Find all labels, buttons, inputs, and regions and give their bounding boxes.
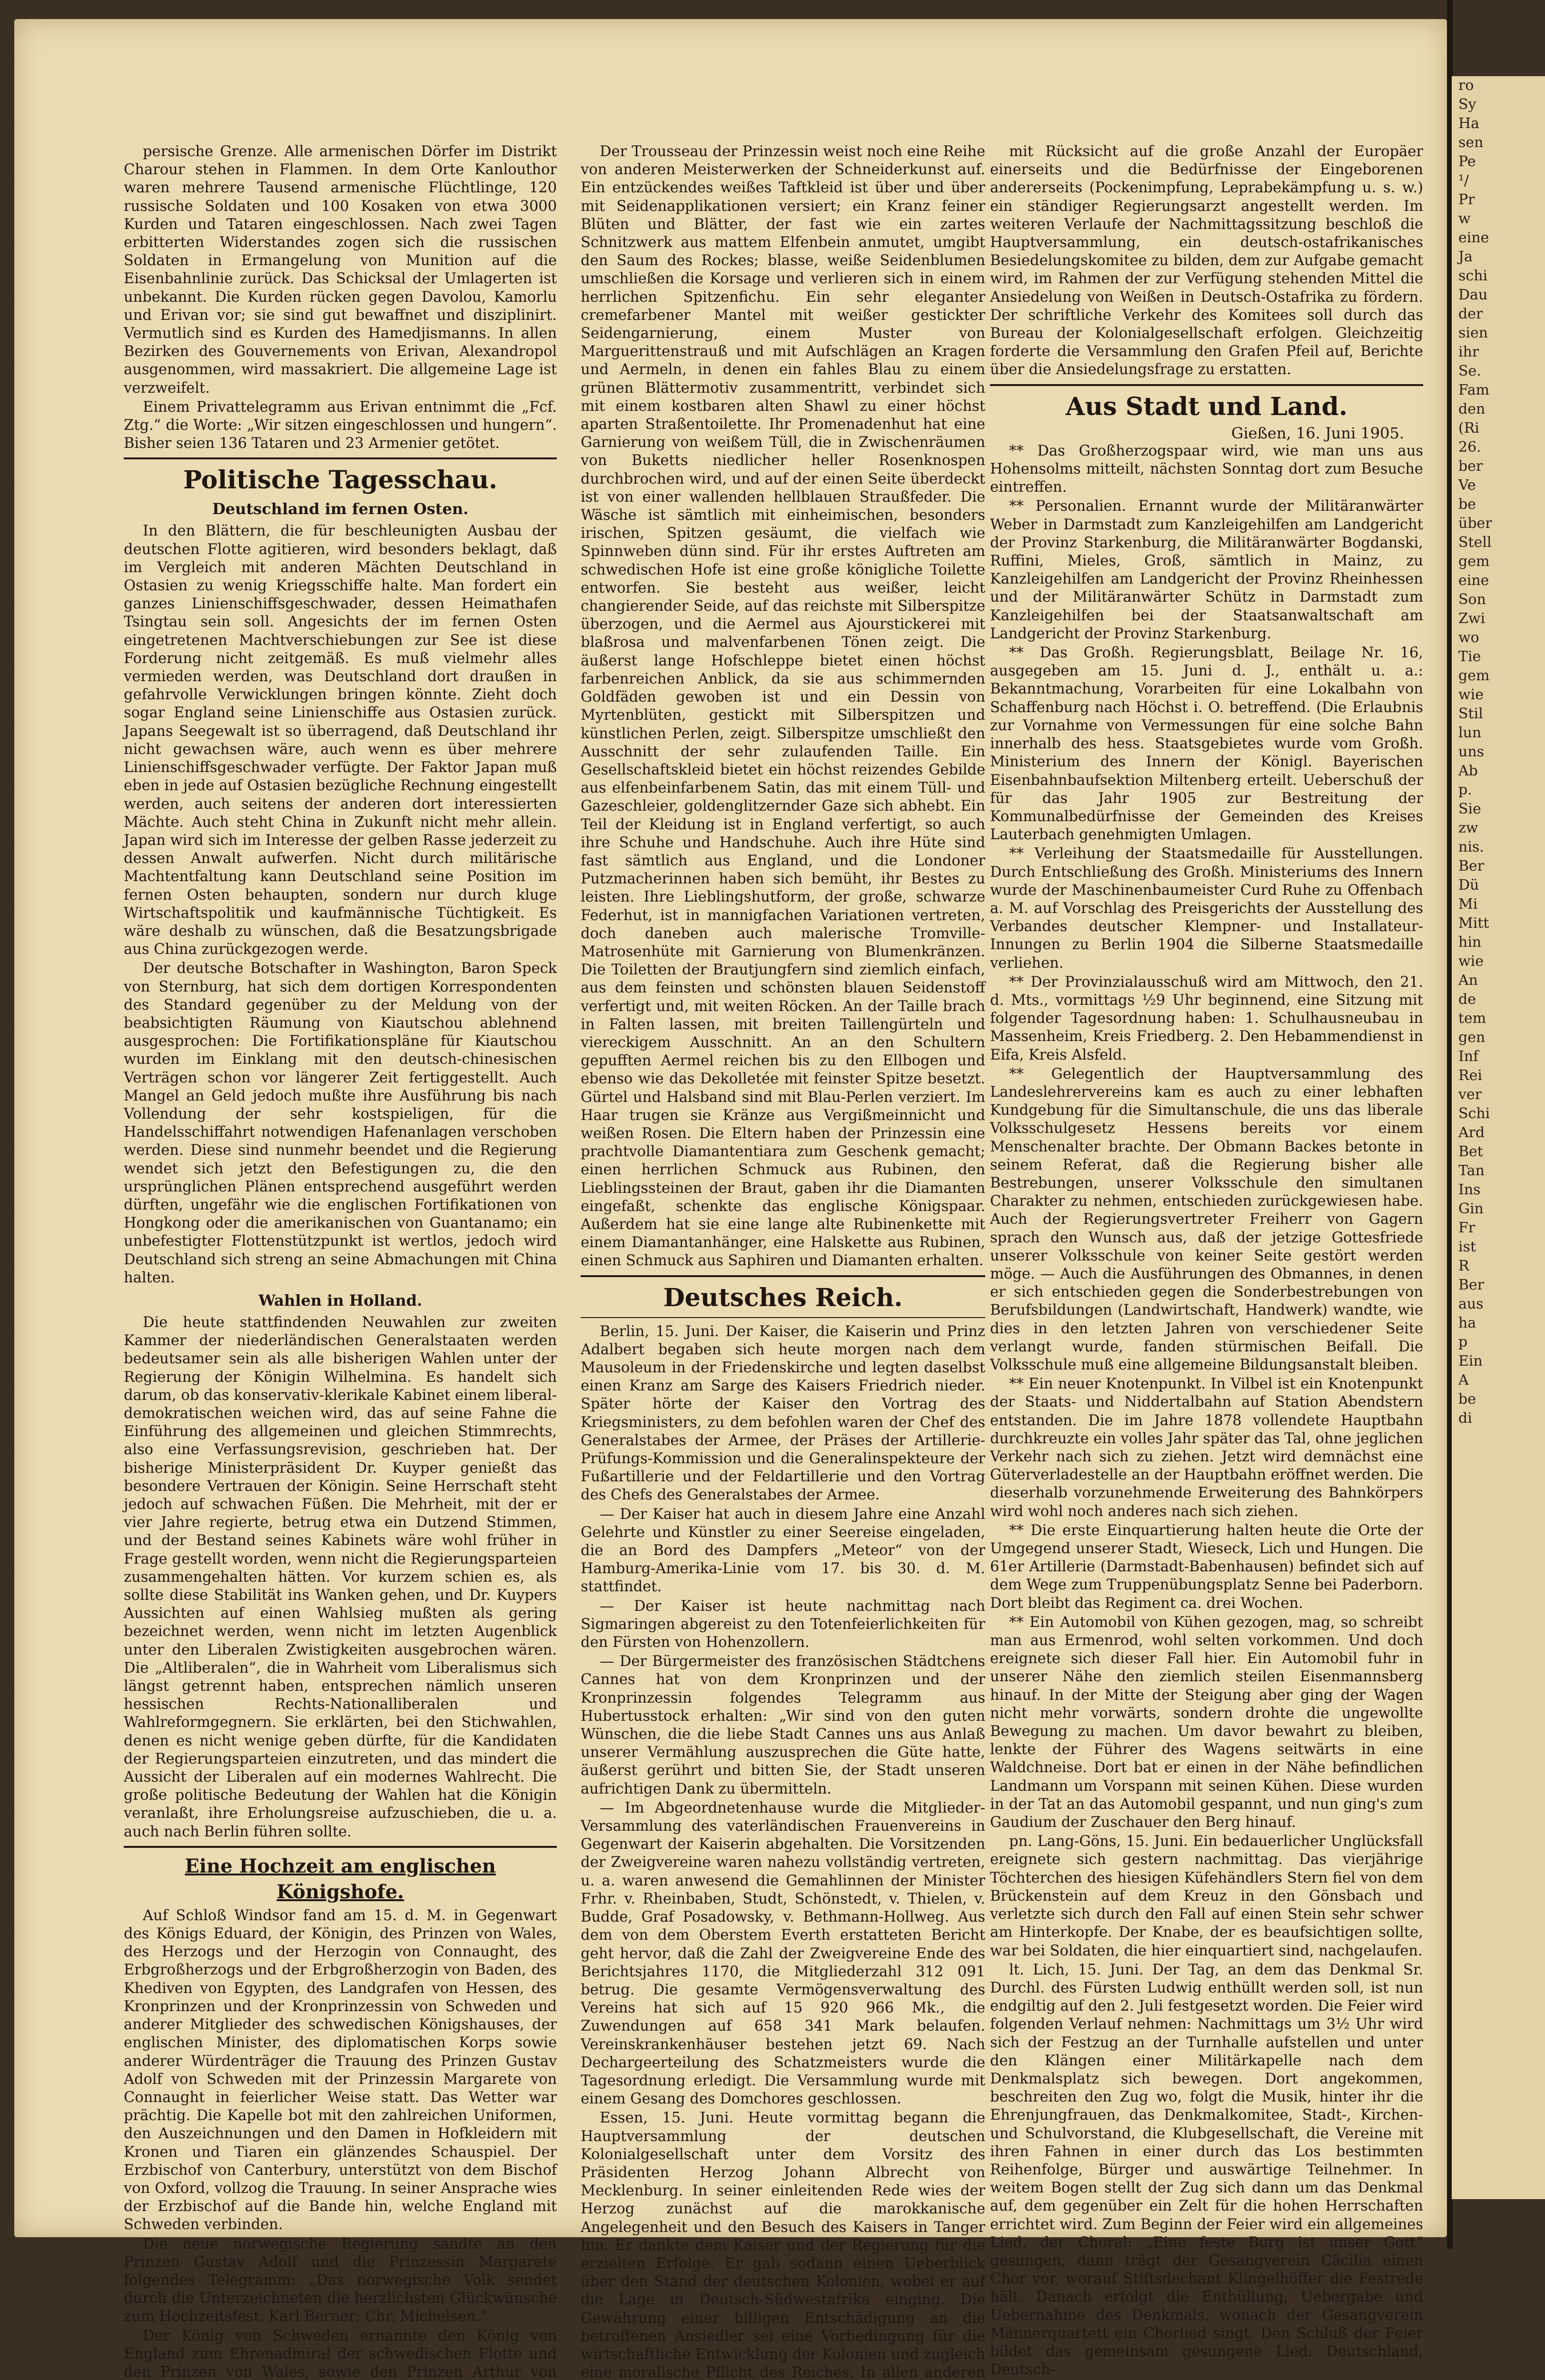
edge-text-fragment: nis. — [1458, 839, 1484, 855]
edge-text-fragment: Ab — [1458, 763, 1478, 779]
paragraph: Die neue norwegische Regierung sandte an den Prinzen Gustav Adolf und die Prinzessin Margarete folgendes Telegramm: „Das norwegische Volk sendet durch die Unterzeichneten die herzlichsten Glückwünsche zum Hochzeitsfest. Karl Berner; Chr. Michelsen.“ — [124, 2235, 557, 2325]
edge-text-fragment: p — [1458, 1334, 1468, 1350]
edge-text-fragment: di — [1458, 1410, 1472, 1427]
edge-text-fragment: ver — [1458, 1086, 1482, 1103]
edge-text-fragment: Pe — [1458, 153, 1476, 170]
edge-text-fragment: eine — [1458, 572, 1489, 589]
edge-text-fragment: zw — [1458, 820, 1478, 836]
edge-text-fragment: aus — [1458, 1296, 1484, 1312]
edge-text-fragment: Inf — [1458, 1048, 1479, 1065]
paragraph: pn. Lang-Göns, 15. Juni. Ein bedauerlicher Unglücksfall ereignete sich gestern nachmittag. Das vierjährige Töchterchen des hiesigen Küfehändlers Stern fiel von dem Brückenstein auf dem Kreuz in den Gönsbach und verletzte sich durch den Fall auf einen Stein sehr schwer am Hinterkopfe. Der Knabe, der es beaufsichtigen sollte, war bei Soldaten, die hier einquartiert sind, nachgelaufen. — [990, 1833, 1423, 1959]
section-title-deutsches-reich: Deutsches Reich. — [663, 1283, 903, 1312]
edge-text-fragment: der — [1458, 306, 1483, 322]
column-1 — [124, 143, 557, 2380]
section-title-aus-stadt-und-land: Aus Stadt und Land. — [1066, 392, 1347, 421]
column-3 — [990, 143, 1423, 2379]
edge-text-fragment: Son — [1458, 591, 1486, 608]
paragraph: — Der Kaiser hat auch in diesem Jahre eine Anzahl Gelehrte und Künstler zu einer Seereise eingeladen, die an Bord des Dampfers „Meteor“ von der Hamburg-Amerika-Linie vom 17. bis 30. d. M. stattfindet. — [581, 1506, 985, 1596]
edge-text-fragment: Ein — [1458, 1353, 1483, 1369]
paragraph: ** Verleihung der Staatsmedaille für Ausstellungen. Durch Entschließung des Großh. Ministeriums des Innern wurde der Maschinenbaumeister Curd Ruhe zu Offenbach a. M. auf Vorschlag des Preisgerichts der Ausstellung des Verbandes deutscher Klempner- und Installateur-Innungen zu Berlin 1904 die Silberne Staatsmedaille verliehen. — [990, 845, 1423, 972]
edge-text-fragment: wo — [1458, 629, 1479, 646]
paragraph: — Im Abgeordnetenhause wurde die Mitglieder-Versammlung des vaterländischen Frauenvereins in Gegenwart der Kaiserin abgehalten. Die Vorsitzenden der Zweigvereine waren nahezu vollständig vertreten, u. a. waren anwesend die Gemahlinnen der Minister Frhr. v. Rheinbaben, Studt, Schönstedt, v. Thielen, v. Budde, Graf Posadowsky, v. Bethmann-Hollweg. Aus dem von dem Oberstem Everth erstatteten Bericht geht hervor, daß die Zahl der Zweigvereine Ende des Berichtsjahres 1170, die Mitgliederzahl 312 091 betrug. Die gesamte Vermögensverwaltung des Vereins hat sich auf 15 920 966 Mk., die Zuwendungen auf 658 341 Mark belaufen. Vereinskrankenhäuser bestehen jetzt 69. Nach Dechargeerteilung des Schatzmeisters wurde die Tagesordnung erledigt. Die Versammlung wurde mit einem Gesang des Domchores geschlossen. — [581, 1799, 985, 2108]
divider — [581, 1317, 985, 1318]
edge-text-fragment: Ber — [1458, 1277, 1485, 1293]
section-rule — [581, 1275, 985, 1277]
edge-text-fragment: Fr — [1458, 1220, 1476, 1236]
edge-text-fragment: wie — [1458, 953, 1484, 970]
edge-text-fragment: Ve — [1458, 477, 1476, 494]
edge-text-fragment: p. — [1458, 782, 1472, 798]
edge-text-fragment: de — [1458, 991, 1476, 1008]
edge-text-fragment: Ha — [1458, 115, 1480, 132]
paragraph: Berlin, 15. Juni. Der Kaiser, die Kaiserin und Prinz Adalbert begaben sich heute morgen nach dem Mausoleum in der Friedenskirche und legten daselbst einen Kranz am Sarge des Kaisers Friedrich nieder. Später hörte der Kaiser den Vortrag des Kriegsministers, zu dem befohlen waren der Chef des Generalstabes der Armee, der Präses der Artillerie-Prüfungs-Kommission und die Generalinspekteure der Fußartillerie und der Feldartillerie und den Vortrag des Chefs des Generalstabes der Armee. — [581, 1323, 985, 1504]
edge-text-fragment: schi — [1458, 268, 1488, 284]
edge-text-fragment: be — [1458, 1391, 1476, 1408]
paragraph: ** Ein Automobil von Kühen gezogen, mag, so schreibt man aus Ermenrod, wohl selten vorkommen. Und doch ereignete sich dieser Fall hier. Ein Automobil fuhr in unserer Nähe den ziemlich steilen Eisenmannsberg hinauf. In der Mitte der Steigung aber ging der Wagen nicht mehr vorwärts, sondern drohte die ungewollte Bewegung zu machen. Um davor bewahrt zu bleiben, lenkte der Führer des Wagens seitwärts in eine Waldchneise. Dort bat er einen in der Nähe befindlichen Landmann um Vorspann mit seinen Kühen. Diese wurden in der Tat an das Automobil gespannt, und nun ging's zum Gaudium der Zuschauer den Berg hinauf. — [990, 1614, 1423, 1831]
paragraph: Essen, 15. Juni. Heute vormittag begann die Hauptversammlung der deutschen Kolonialgesellschaft unter dem Vorsitz des Präsidenten Herzog Johann Albrecht von Mecklenburg. In seiner einleitenden Rede wies der Herzog zunächst auf die marokkanische Angelegenheit und den Besuch des Kaisers in Tanger hin. Er dankte dem Kaiser und der Regierung für die erzielten Erfolge. Er gab sodann einen Ueberblick über den Stand der deutschen Kolonien, wobei er auf die Lage in Deutsch-Südwestafrika einging. Die Gewährung einer billigen Entschädigung an die betroffenen Ansiedler sei eine Vorbedingung für die wirtschaftliche Entwicklung der Kolonien und zugleich eine moralische Pflicht des Reiches. In allen anderen — [581, 2110, 985, 2380]
edge-text-fragment: gem — [1458, 553, 1490, 570]
paragraph: mit Rücksicht auf die große Anzahl der Europäer einerseits und die Bedürfnisse der Eingeborenen andererseits (Pockenimpfung, Leprabekämpfung u. s. w.) ein ständiger Regierungsarzt angestellt werden. Im weiteren Verlaufe der Nachmittagssitzung beschloß die Hauptversammlung, ein deutsch-ostafrikanisches Besiedelungskomitee zu bilden, dem zur Aufgabe gemacht wird, im Rahmen der zur Verfügung stehenden Mittel die Ansiedelung von Weißen in Deutsch-Ostafrika zu fördern. Der schriftliche Verkehr des Komitees soll durch das Bureau der Kolonialgesellschaft erfolgen. Gleichzeitig forderte die Versammlung den Grafen Pfeil auf, Berichte über die Ansiedelungsfrage zu erstatten. — [990, 143, 1423, 378]
edge-text-fragment: Rei — [1458, 1067, 1482, 1084]
edge-text-fragment: ber — [1458, 458, 1483, 475]
section-rule — [990, 384, 1423, 386]
column-2 — [581, 143, 985, 2380]
edge-text-fragment: Sy — [1458, 96, 1476, 113]
edge-text-fragment: Bet — [1458, 1143, 1483, 1160]
edge-text-fragment: ro — [1458, 77, 1474, 94]
edge-text-fragment: Ard — [1458, 1124, 1485, 1141]
section-title-politische-tagesschau: Politische Tagesschau. — [183, 466, 498, 495]
edge-text-fragment: Ins — [1458, 1181, 1481, 1198]
edge-text-fragment: ihr — [1458, 344, 1479, 360]
edge-text-fragment: wie — [1458, 686, 1484, 703]
subheading-deutschland-osten: Deutschland im fernen Osten. — [212, 500, 469, 518]
paragraph: ** Gelegentlich der Hauptversammlung des Landeslehrervereins kam es auch zu einer lebhaften Kundgebung für die Simultanschule, die uns das liberale Volksschulgesetz Hessens bereits vor einem Menschenalter brachte. Der Obmann Backes betonte in seinem Referat, daß die Regierung bisher alle Bestrebungen, unserer Volksschule den simultanen Charakter zu nehmen, entschieden zurückgewiesen habe. Auch der Regierungsvertreter Freiherr von Gagern sprach den Wunsch aus, daß der jetzige Gottesfriede unserer Volksschule von keiner Seite gestört werden möge. — Auch die Ausführungen des Obmannes, in denen er sich entschieden gegen die Sonderbestrebungen von Berufsbildungen (Landwirtschaft, Handwerk) wandte, wie dies in den letzten Jahren von verschiedener Seite verlangt wurde, fanden stürmischen Beifall. Die Volksschule muß eine allgemeine Bildungsanstalt bleiben. — [990, 1065, 1423, 1373]
edge-text-fragment: uns — [1458, 744, 1485, 760]
paragraph: In den Blättern, die für beschleunigten Ausbau der deutschen Flotte agitieren, wird besonders beklagt, daß im Vergleich mit anderen Mächten Deutschland in Ostasien zu wenig Kriegsschiffe halte. Man fordert ein ganzes Linienschiffsgeschwader, dessen Heimathafen Tsingtau sein soll. Angesichts der im fernen Osten eingetretenen Machtverschiebungen zur See ist diese Forderung nicht zeitgemäß. Es muß vielmehr alles vermieden werden, was Deutschland dort draußen in gefahrvolle Verwicklungen bringen könnte. Zieht doch sogar England seine Linienschiffe aus Ostasien zurück. Japans Seegewalt ist so überragend, daß Deutschland ihr nicht gewachsen wäre, auch wenn es über mehrere Linienschiffsgeschwader verfügte. Der Faktor Japan muß eben in jede auf Ostasien bezügliche Rechnung eingestellt werden, auch seitens der anderen dort interessierten Mächte. Auch steht China in Zukunft nicht mehr allein. Japan wird sich im Interesse der gelben Rasse jederzeit zu dessen Anwalt aufwerfen. Nicht durch militärische Machtentfaltung kann Deutschland seine Position im fernen Osten behaupten, sondern nur durch kluge Wirtschaftspolitik und kaufmännische Tüchtigkeit. Es wäre deshalb zu wünschen, daß die Besatzungsbrigade aus China zurückgezogen werde. — [124, 523, 557, 958]
edge-text-fragment: sien — [1458, 325, 1488, 341]
paragraph: — Der Kaiser ist heute nachmittag nach Sigmaringen abgereist zu den Totenfeierlichkeiten für den Fürsten von Hohenzollern. — [581, 1597, 985, 1651]
edge-text-fragment: Mi — [1458, 896, 1478, 912]
edge-text-fragment: Stell — [1458, 534, 1492, 551]
edge-text-fragment: gen — [1458, 1029, 1486, 1046]
paragraph: ** Der Provinzialausschuß wird am Mittwoch, den 21. d. Mts., vormittags ½9 Uhr beginnend, eine Sitzung mit folgender Tagesordnung haben: 1. Schulhausneubau in Massenheim, Kreis Friedberg. 2. Den Hebammendienst in Eifa, Kreis Alsfeld. — [990, 973, 1423, 1063]
edge-text-fragment: R — [1458, 1258, 1469, 1274]
adjacent-page-edge — [1452, 76, 1545, 2199]
edge-text-fragment: Pr — [1458, 191, 1475, 208]
edge-text-fragment: den — [1458, 401, 1486, 417]
edge-text-fragment: Dü — [1458, 877, 1479, 893]
col1-top-article — [124, 143, 557, 453]
paragraph: Einem Privattelegramm aus Erivan entnimmt die „Fcf. Ztg.“ die Worte: „Wir sitzen eingeschlossen und hungern“. Bisher seien 136 Tataren und 23 Armenier getötet. — [124, 398, 557, 452]
paragraph: ** Das Großh. Regierungsblatt, Beilage Nr. 16, ausgegeben am 15. Juni d. J., enthält u. a.: Bekanntmachung, Vorarbeiten für eine Lokalbahn von Schaffenburg nach Höchst i. O. betreffend. (Die Erlaubnis zur Vornahme von Vermessungen für eine solche Bahn innerhalb des hess. Staatsgebietes wurde vom Großh. Ministerium des Innern der Königl. Bayerischen Eisenbahnbaufsektion Miltenberg erteilt. Ueberschuß der für das Jahr 1905 zur Bestreitung der Kommunalbedürfnisse der Gemeinden des Kreises Lauterbach genehmigten Umlagen. — [990, 645, 1423, 843]
subheading-wahlen-holland: Wahlen in Holland. — [258, 1291, 423, 1309]
edge-text-fragment: Sie — [1458, 801, 1481, 817]
paragraph: Der Trousseau der Prinzessin weist noch eine Reihe von anderen Meisterwerken der Schneiderkunst auf. Ein entzückendes weißes Taftkleid ist über und über mit Seidenapplikationen versiert; ein Kranz feiner Blüten und Blätter, der fast wie ein zartes Schnitzwerk aus mattem Elfenbein anmutet, umgibt den Saum des Rockes; blasse, weiße Seidenblumen umschließen die Korsage und verlieren sich in einem herrlichen Spitzenfichu. Ein sehr eleganter cremefarbener Mantel mit weißer gestickter Seidengarnierung, einem Muster von Marguerittenstrauß und mit Aufschlägen an Kragen und Aermeln, in denen ein fahles Blau zu einem grünen Blättermotiv zusammentritt, verbindet sich mit einem kostbaren alten Shawl zu einer höchst aparten Straßentoilette. Ihr Promenadenhut hat eine Garnierung von weißem Tüll, die in Zwischenräumen von Buketts niedlicher heller Rosenknospen durchbrochen wird, und auf der einen Seite überdeckt ist von einer wallenden hellblauen Straußfeder. Die Wäsche ist sämtlich mit einheimischen, besonders irischen, Spitzen gesäumt, die vielfach wie Spinnweben dünn sind. Für ihr erstes Auftreten am schwedischen Hofe ist eine große königliche Toilette entworfen. Sie besteht aus weißer, leicht changierender Seide, auf das reichste mit Silberspitze überzogen, und die Aermel aus Ajourstickerei mit blaßrosa und malvenfarbenen Tönen zeigt. Die äußerst lange Hofschleppe bietet einen höchst farbenreichen Anblick, da sie aus schimmernden Goldfäden gewoben ist und ein Dessin von Myrtenblüten, gestickt mit Silberspitzen und künstlichen Perlen, zeigt. Silberspitze umschließt den Ausschnitt der sehr zulaufenden Taille. Ein Gesellschaftskleid bietet ein höchst reizendes Gebilde aus elfenbeinfarbenem Satin, das mit einem Tüll- und Gazeschleier, goldenglitzernder Gaze sich abhebt. Ein Teil der Kleidung ist in England verfertigt, so auch ihre Schuhe und Handschuhe. Auch ihre Hüte sind fast sämtlich aus England, und die Londoner Putzmacherinnen haben sich bemüht, ihr Bestes zu leisten. Ihre Lieblingshutform, der große, schwarze Federhut, ist in mannigfachen Variationen vertreten, doch daneben auch malerische Tromville-Matrosenhüte mit Garnierung von Blumenkränzen. Die Toiletten der Brautjungfern sind ziemlich einfach, aus dem feinsten und schönsten blauen Seidenstoff verfertigt und, mit weiten Röcken. An der Taille brach in Falten lassen, mit breiten Taillengürteln und viereckigem Ausschnitt. An an den Schultern gepufften Aermel reichen bis zu den Ellbogen und ebenso wie das Dekolletée mit feinster Spitze besetzt. Gürtel und Halsband sind mit Blau-Perlen verziert. Im Haar trugen sie Kränze aus Vergißmeinnicht und weißen Rosen. Die Eltern haben der Prinzessin eine prachtvolle Diamantentiara zum Geschenk gemacht; einen herrlichen Schmuck aus Rubinen, den Lieblingssteinen der Braut, gaben ihr die Diamanten eingefaßt, schenkte das englische Königspaar. Außerdem hat sie eine lange alte Rubinenkette mit einem Diamantanhänger, eine Halskette aus Rubinen, einen Schmuck aus Saphiren und Diamanten erhalten. — [581, 143, 985, 1269]
edge-text-fragment: ha — [1458, 1315, 1476, 1331]
section-rule — [124, 457, 557, 459]
edge-text-fragment: hin — [1458, 934, 1482, 951]
paragraph: — Der Bürgermeister des französischen Städtchens Cannes hat von dem Kronprinzen und der Kronprinzessin folgendes Telegramm aus Hubertusstock erhalten: „Wir sind von den guten Wünschen, die die liebe Stadt Cannes uns aus Anlaß unserer Vermählung auszusprechen die Güte hatte, äußerst gerührt und bitten Sie, der Stadt unseren aufrichtigen Dank zu übermitteln. — [581, 1653, 985, 1797]
edge-text-fragment: Dau — [1458, 287, 1488, 303]
edge-text-fragment: An — [1458, 972, 1478, 989]
edge-text-fragment: be — [1458, 496, 1476, 513]
paragraph: Die heute stattfindenden Neuwahlen zur zweiten Kammer der niederländischen Generalstaaten werden bedeutsamer sein als alle bisherigen Wahlen unter der Regierung der Königin Wilhelmina. Es handelt sich darum, ob das konservativ-klerikale Kabinet einem liberal-demokratischen weichen wird, das auf seine Fahne die Einführung des allgemeinen und gleichen Stimmrechts, also eine Verfassungsrevision, geschrieben hat. Der bisherige Ministerpräsident Dr. Kuyper genießt das besondere Vertrauen der Königin. Seine Herrschaft steht jedoch auf schwachen Füßen. Die Mehrheit, mit der er vier Jahre regierte, betrug etwa ein Dutzend Stimmen, und der Bestand seines Kabinets wäre wohl früher in Frage gestellt worden, wenn nicht die Regierungsparteien zusammengehalten hätten. Vor kurzem schien es, als sollte diese Stabilität ins Wanken gehen, und Dr. Kuypers Aussichten auf einen Wahlsieg mußten als gering bezeichnet werden, wenn nicht im letzten Augenblick unter den Liberalen Zwistigkeiten ausgebrochen wären. Die „Altliberalen“, die in Wahrheit vom Liberalismus sich längst getrennt haben, entsprechen nämlich unseren hessischen Rechts-Nationalliberalen und Wahlreformgegnern. Sie erklärten, bei den Stichwahlen, denen es nicht wenige geben dürfte, für die Kandidaten der Regierungsparteien einzutreten, und das mindert die Aussicht der Liberalen auf ein modernes Wahlrecht. Die große politische Bedeutung der Wahlen hat die Königin veranlaßt, ihre Erholungsreise aufzuschieben, die u. a. auch nach Berlin führen sollte. — [124, 1314, 557, 1840]
edge-text-fragment: (Ri — [1458, 420, 1479, 436]
edge-text-fragment: gem — [1458, 667, 1490, 684]
edge-text-fragment: Ja — [1458, 248, 1473, 265]
edge-text-fragment: A — [1458, 1372, 1469, 1388]
edge-text-fragment: Fam — [1458, 382, 1490, 398]
edge-text-fragment: ist — [1458, 1239, 1476, 1255]
edge-text-fragment: ¹/ — [1458, 172, 1469, 189]
edge-text-fragment: Zwi — [1458, 610, 1486, 627]
edge-text-fragment: Se. — [1458, 363, 1481, 379]
paragraph: Der König von Schweden ernannte den König von England zum Ehrenadmiral der schwedischen Flotte und den Prinzen von Wales, sowie den Prinzen Arthur von — [124, 2327, 557, 2380]
paragraph: persische Grenze. Alle armenischen Dörfer im Distrikt Charour stehen in Flammen. In dem Orte Kanlouthor waren mehrere Tausend armenische Flüchtlinge, 120 russische Soldaten und 100 Kosaken von etwa 3000 Kurden und Tataren eingeschlossen. Nach zwei Tagen erbitterten Widerstandes zogen sich die russischen Soldaten in Ermangelung von Munition auf die Eisenbahnlinie zurück. Das Schicksal der Umlagerten ist unbekannt. Die Kurden rücken gegen Davolou, Kamorlu und Erivan vor; sie sind gut bewaffnet und disziplinirt. Vermutlich sind es Kurden des Hamedjismanns. In allen Bezirken des Gouvernements von Erivan, Alexandropol ausgenommen, wird massakriert. Die allgemeine Lage ist verzweifelt. — [124, 143, 557, 397]
edge-text-fragment: lun — [1458, 724, 1482, 741]
paragraph: lt. Lich, 15. Juni. Der Tag, an dem das Denkmal Sr. Durchl. des Fürsten Ludwig enthüllt werden soll, ist nun endgiltig auf den 2. Juli festgesetzt worden. Die Feier wird folgenden Verlauf nehmen: Nachmittags um 3½ Uhr wird sich der Festzug an der Turnhalle aufstellen und unter den Klängen einer Militärkapelle nach dem Denkmalsplatz sich bewegen. Dort angekommen, beschreiten den Zug wo, folgt die Musik, hinter ihr die Ehrenjungfrauen, das Denkmalkomitee, Stadt-, Kirchen- und Schulvorstand, die Klubgesellschaft, die Vereine mit ihren Fahnen in einer durch das Los bestimmten Reihenfolge, Bürger und auswärtige Teilnehmer. In weitem Bogen stellt der Zug sich dann um das Denkmal auf, dem gegenüber ein Zelt für die hohen Herrschaften errichtet wird. Zum Beginn der Feier wird ein allgemeines Lied, der Choral: „Eine feste Burg ist unser Gott“ gesungen, dann trägt der Gesangverein Cäcilia einen Chor vor, worauf Stiftsdechant Klingelhöffer die Festrede hält. Danach erfolgt die Enthüllung, Uebergabe und Uebernahme des Denkmals, wonach der Gesangverein Männerquartett ein Chorlied singt. Den Schluß der Feier bildet das gemeinsam gesungene Lied: Deutschland, Deutsch- — [990, 1961, 1423, 2379]
article-title-hochzeit: Eine Hochzeit am englischen Königshofe. — [185, 1854, 496, 1903]
edge-text-fragment: eine — [1458, 229, 1489, 246]
edge-text-fragment: über — [1458, 515, 1492, 532]
paragraph: ** Die erste Einquartierung halten heute die Orte der Umgegend unserer Stadt, Wieseck, Lich und Hungen. Die 61er Artillerie (Darmstadt-Babenhausen) befindet sich auf dem Wege zum Truppenübungsplatz Senne bei Paderborn. Dort bleibt das Regiment ca. drei Wochen. — [990, 1522, 1423, 1612]
paragraph: Auf Schloß Windsor fand am 15. d. M. in Gegenwart des Königs Eduard, der Königin, des Prinzen von Wales, des Herzogs und der Herzogin von Connaught, des Erbgroßherzogs und der Erbgroßherzogin von Baden, des Khediven von Egypten, des Landgrafen von Hessen, des Kronprinzen und der Kronprinzessin von Schweden und anderer Mitglieder des schwedischen Königshauses, der englischen Minister, des diplomatischen Korps sowie anderer Würdenträger die Trauung des Prinzen Gustav Adolf von Schweden mit der Prinzessin Margarete von Connaught in feierlicher Weise statt. Das Wetter war prächtig. Die Kapelle bot mit den zahlreichen Uniformen, den Auszeichnungen und den Damen in Hofkleidern mit Kronen und Tiaren ein glänzendes Schauspiel. Der Erzbischof von Canterbury, unterstützt von dem Bischof von Oxford, vollzog die Trauung. In seiner Ansprache wies der Erzbischof auf die Bande hin, welche England mit Schweden verbinden. — [124, 1907, 557, 2233]
edge-text-fragment: Tie — [1458, 648, 1481, 665]
edge-text-fragment: Ber — [1458, 858, 1485, 874]
edge-text-fragment: tem — [1458, 1010, 1486, 1027]
paragraph: ** Personalien. Ernannt wurde der Militäranwärter Weber in Darmstadt zum Kanzleigehilfen am Landgericht der Provinz Starkenburg, die Militäranwärter Bogdanski, Ruffini, Mieles, Groß, sämtlich in Mainz, zu Kanzleigehilfen am Landgericht der Provinz Rheinhessen und der Militäranwärter Schütz in Darmstadt zum Kanzleigehilfen bei der Staatsanwaltschaft am Landgericht der Provinz Starkenburg. — [990, 498, 1423, 642]
paragraph: ** Ein neuer Knotenpunkt. In Vilbel ist ein Knotenpunkt der Staats- und Niddertalbahn auf Station Abendstern entstanden. Die im Jahre 1878 vollendete Hauptbahn durchkreuzte ein volles Jahr später das Tal, ohne jeglichen Verkehr nach sich zu ziehen. Jetzt wird demnächst eine Güterverladestelle an der Hauptbahn eröffnet werden. Die dieserhalb vorzunehmende Erweiterung des Bahnkörpers wird wohl noch anderes nach sich ziehen. — [990, 1376, 1423, 1520]
edge-text-fragment: sen — [1458, 134, 1484, 151]
edge-text-fragment: Tan — [1458, 1162, 1485, 1179]
edge-text-fragment: Schi — [1458, 1105, 1490, 1122]
edge-text-fragment: w — [1458, 210, 1471, 227]
edge-text-fragment: Mitt — [1458, 915, 1489, 932]
edge-text-fragment: 26. — [1458, 439, 1481, 456]
section-rule — [124, 1846, 557, 1848]
edge-text-fragment: Stil — [1458, 705, 1483, 722]
edge-text-fragment: Gin — [1458, 1200, 1484, 1217]
paragraph: ** Das Großherzogspaar wird, wie man uns aus Hohensolms mitteilt, nächsten Sonntag dort zum Besuche eintreffen. — [990, 442, 1423, 496]
newspaper-page — [14, 19, 1447, 2380]
dateline: Gießen, 16. Juni 1905. — [1231, 424, 1404, 442]
paragraph: Der deutsche Botschafter in Washington, Baron Speck von Sternburg, hat sich dem dortigen Korrespondenten des Standard gegenüber zu der Meldung von der beabsichtigten Räumung von Kiautschou ablehnend ausgesprochen: Die Fortifikationspläne für Kiautschou wurden im Einklang mit den deutsch-chinesischen Verträgen schon vor längerer Zeit fertiggestellt. Auch Mangel an Geld jedoch mußte ihre Ausführung bis nach Vollendung der sehr kostspieligen, für die Handelsschiffahrt notwendigen Hafenanlagen verschoben werden. Diese sind nunmehr beendet und die Regierung wendet sich jetzt den Befestigungen zu, die den ursprünglichen Plänen entsprechend ausgeführt werden dürften, ungefähr wie die englischen Fortifikationen von Hongkong oder die amerikanischen von Guantanamo; ein unbefestigter Flottenstützpunkt ist wertlos, jedoch wird Deutschland sich streng an seine Abmachungen mit China halten. — [124, 960, 557, 1286]
